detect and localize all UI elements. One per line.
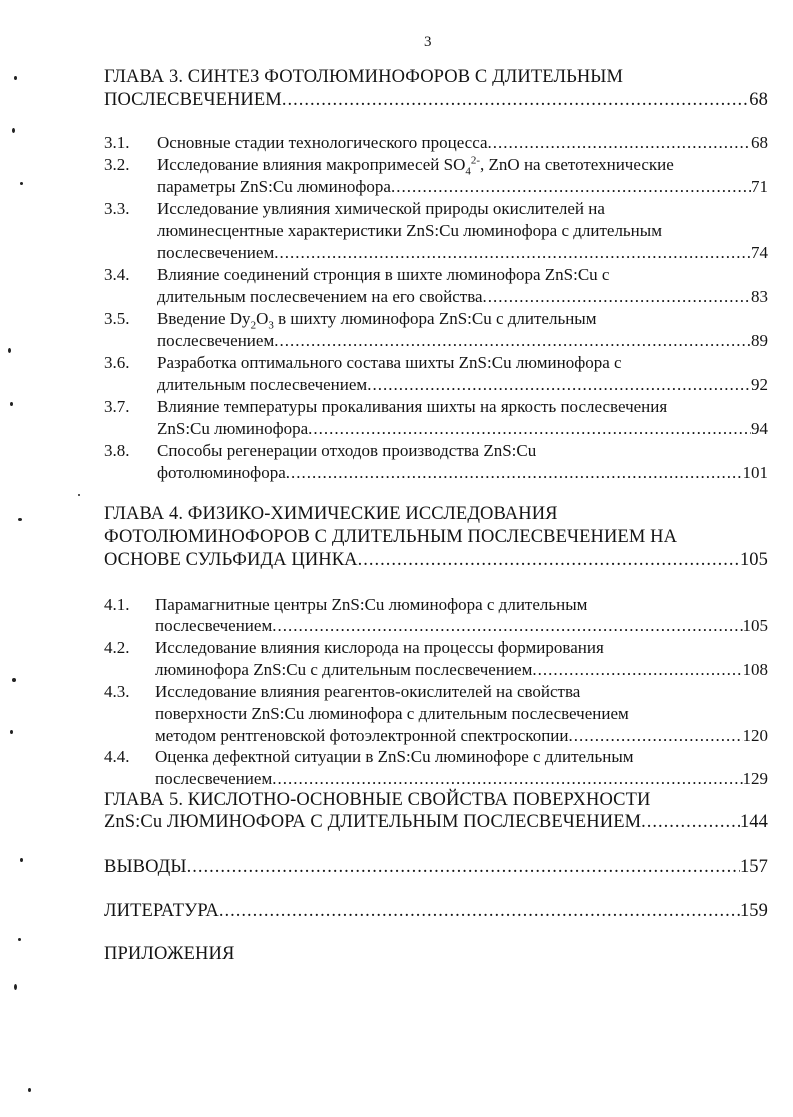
conclusions-entry[interactable] xyxy=(104,857,768,877)
section-page: 105 xyxy=(742,616,768,635)
scan-speck xyxy=(12,128,15,133)
section-title: параметры ZnS:Cu люминофора xyxy=(157,177,391,196)
section-3-3-entry[interactable] xyxy=(157,243,768,263)
section-3-1-entry[interactable] xyxy=(157,133,768,153)
section-title-line: Оценка дефектной ситуации в ZnS:Cu люминофоре с длительным xyxy=(155,747,634,766)
conclusions-label: ВЫВОДЫ xyxy=(104,857,187,877)
section-title-line: люминесцентные характеристики ZnS:Cu люминофора с длительным xyxy=(157,221,662,240)
scan-speck xyxy=(20,858,23,862)
section-3-7-entry[interactable] xyxy=(157,419,768,439)
chapter-3-entry[interactable] xyxy=(104,90,768,110)
section-number: 3.3. xyxy=(104,199,130,218)
scan-speck xyxy=(8,348,11,353)
section-title: методом рентгеновской фотоэлектронной спектроскопии xyxy=(155,726,569,745)
section-number: 3.8. xyxy=(104,441,130,460)
section-page: 83 xyxy=(751,287,768,306)
section-number: 3.5. xyxy=(104,309,130,328)
literature-entry[interactable] xyxy=(104,901,768,921)
section-title: послесвечением xyxy=(157,331,275,350)
section-number: 3.2. xyxy=(104,155,130,174)
section-page: 101 xyxy=(742,463,768,482)
chapter-4-title-line1: ГЛАВА 4. ФИЗИКО-ХИМИЧЕСКИЕ ИССЛЕДОВАНИЯ xyxy=(104,504,558,524)
appendices-entry[interactable]: ПРИЛОЖЕНИЯ xyxy=(104,944,235,964)
section-number: 4.3. xyxy=(104,682,130,701)
section-title: длительным послесвечением на его свойства xyxy=(157,287,483,306)
section-number: 4.4. xyxy=(104,747,130,766)
section-title-line: Способы регенерации отходов производства ZnS:Cu xyxy=(157,441,537,460)
section-number: 4.2. xyxy=(104,638,130,657)
section-title: фотолюминофора xyxy=(157,463,286,482)
section-4-1-entry[interactable] xyxy=(155,616,768,636)
section-3-4-entry[interactable] xyxy=(157,287,768,307)
chapter-3-title-line2: ПОСЛЕСВЕЧЕНИЕМ xyxy=(104,90,282,110)
section-title-line: Парамагнитные центры ZnS:Cu люминофора с длительным xyxy=(155,595,588,614)
scan-speck xyxy=(78,494,80,496)
section-title-line: Влияние соединений стронция в шихте люминофора ZnS:Cu с xyxy=(157,265,610,284)
section-title-line: Исследование влияния кислорода на процессы формирования xyxy=(155,638,604,657)
section-title: послесвечением xyxy=(157,243,275,262)
section-number: 3.6. xyxy=(104,353,130,372)
section-title-line: поверхности ZnS:Cu люминофора с длительным послесвечением xyxy=(155,704,629,723)
section-4-2-entry[interactable] xyxy=(155,660,768,680)
section-title-line: Исследование влияния реагентов-окислителей на свойства xyxy=(155,682,581,701)
chapter-4-title-line2: ФОТОЛЮМИНОФОРОВ С ДЛИТЕЛЬНЫМ ПОСЛЕСВЕЧЕНИЕМ НА xyxy=(104,527,678,547)
section-title-line: Исследование влияния макропримесей $SO_4^{2-}$, ZnO на светотехнические xyxy=(157,154,674,178)
chapter-3-title-line1: ГЛАВА 3. СИНТЕЗ ФОТОЛЮМИНОФОРОВ С ДЛИТЕЛЬНЫМ xyxy=(104,67,624,87)
section-page: 71 xyxy=(751,177,768,196)
section-page: 94 xyxy=(751,419,768,438)
section-3-2-entry[interactable] xyxy=(157,177,768,197)
section-4-4-entry[interactable] xyxy=(155,769,768,789)
scan-speck xyxy=(20,182,23,185)
section-page: 129 xyxy=(742,769,768,788)
section-number: 4.1. xyxy=(104,595,130,614)
section-page: 120 xyxy=(742,726,768,745)
section-number: 3.4. xyxy=(104,265,130,284)
section-page: 74 xyxy=(751,243,768,262)
section-title: послесвечением xyxy=(155,769,273,788)
scan-speck xyxy=(12,678,16,682)
section-title: длительным послесвечением xyxy=(157,375,368,394)
chapter-4-entry[interactable] xyxy=(104,550,768,570)
scan-speck xyxy=(14,984,17,990)
page-number: 3 xyxy=(424,34,432,50)
chapter-5-page: 144 xyxy=(739,812,768,832)
literature-page: 159 xyxy=(739,901,768,921)
conclusions-page: 157 xyxy=(739,857,768,877)
section-title: послесвечением xyxy=(155,616,273,635)
section-page: 108 xyxy=(742,660,768,679)
section-page: 89 xyxy=(751,331,768,350)
chapter-3-page: 68 xyxy=(749,90,768,110)
section-4-3-entry[interactable] xyxy=(155,726,768,746)
section-title-line: Влияние температуры прокаливания шихты на яркость послесвечения xyxy=(157,397,668,416)
section-3-6-entry[interactable] xyxy=(157,375,768,395)
section-3-8-entry[interactable] xyxy=(157,463,768,483)
section-number: 3.7. xyxy=(104,397,130,416)
scan-speck xyxy=(18,938,21,941)
section-page: 68 xyxy=(751,133,768,152)
section-title: Основные стадии технологического процесса xyxy=(157,133,488,152)
section-page: 92 xyxy=(751,375,768,394)
section-title: ZnS:Cu люминофора xyxy=(157,419,309,438)
chapter-4-page: 105 xyxy=(739,550,768,570)
chapter-4-title-line3: ОСНОВЕ СУЛЬФИДА ЦИНКА xyxy=(104,550,358,570)
chapter-5-title-line1: ГЛАВА 5. КИСЛОТНО-ОСНОВНЫЕ СВОЙСТВА ПОВЕРХНОСТИ xyxy=(104,790,651,810)
scan-speck xyxy=(18,518,22,521)
section-title: люминофора ZnS:Cu с длительным послесвечением xyxy=(155,660,533,679)
chapter-5-entry[interactable] xyxy=(104,812,768,832)
chapter-5-title-line2: ZnS:Cu ЛЮМИНОФОРА С ДЛИТЕЛЬНЫМ ПОСЛЕСВЕЧЕНИЕМ xyxy=(104,812,642,832)
scan-speck xyxy=(10,402,13,406)
section-3-5-entry[interactable] xyxy=(157,331,768,351)
section-number: 3.1. xyxy=(104,133,130,152)
section-title-line: Исследование увлияния химической природы окислителей на xyxy=(157,199,605,218)
scan-speck xyxy=(14,76,17,80)
literature-label: ЛИТЕРАТУРА xyxy=(104,901,219,921)
section-title-line: Введение $Dy_2O_3$ в шихту люминофора ZnS:Cu с длительным xyxy=(157,309,597,332)
scan-speck xyxy=(10,730,13,734)
section-title-line: Разработка оптимального состава шихты ZnS:Cu люминофора с xyxy=(157,353,622,372)
scan-speck xyxy=(28,1088,31,1092)
